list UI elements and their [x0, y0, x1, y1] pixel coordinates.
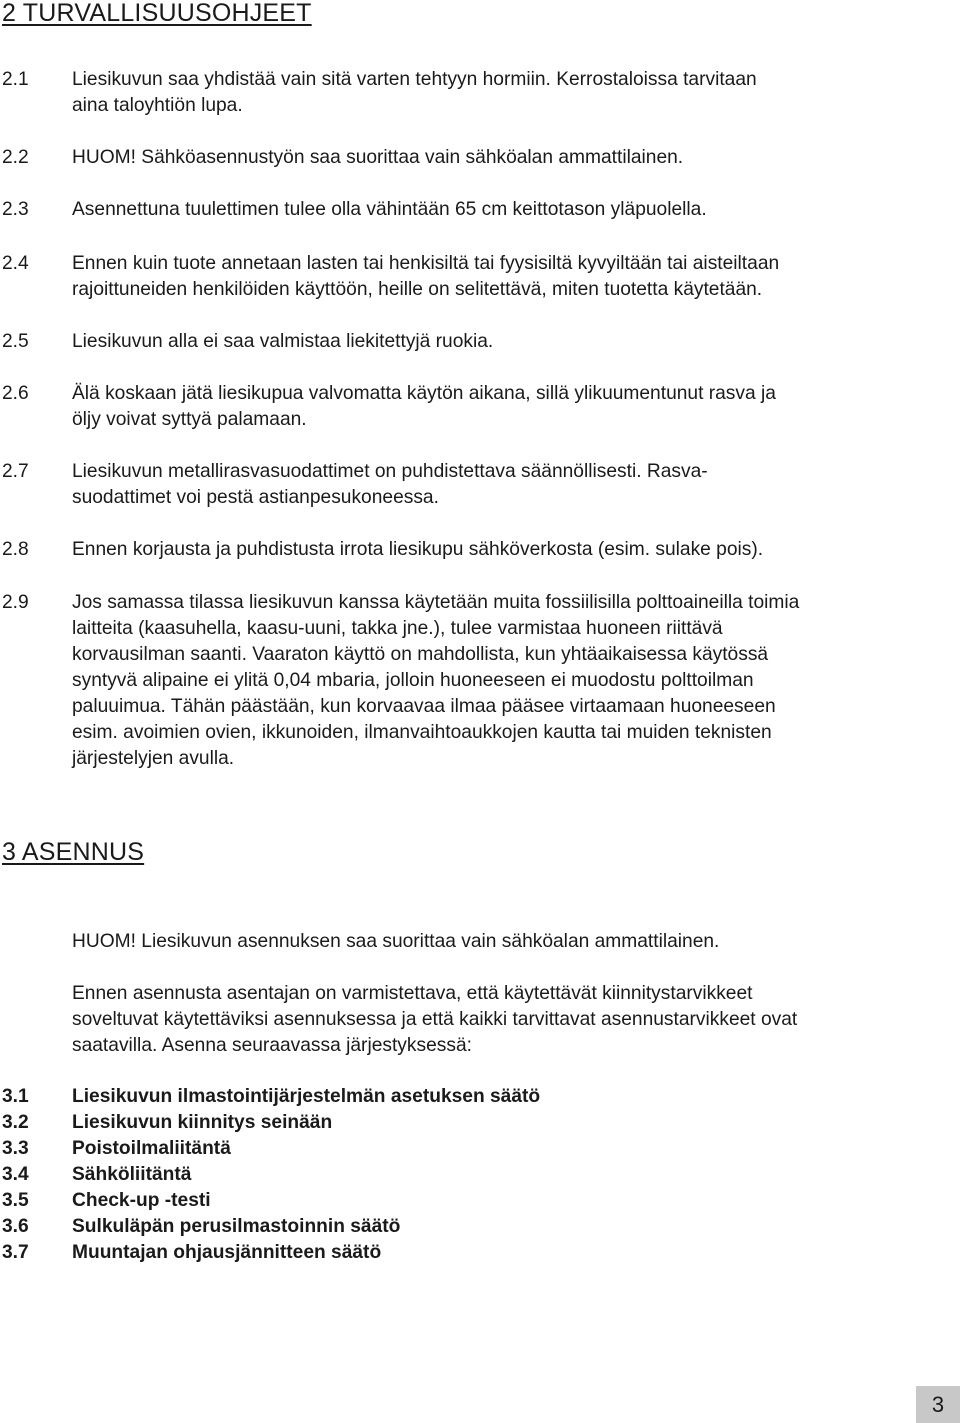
installation-step	[0, 1084, 960, 1110]
installation-step	[0, 1136, 960, 1162]
step-text: Sähköliitäntä	[72, 1164, 192, 1185]
installation-step	[0, 1214, 960, 1240]
item-text: Ennen korjausta ja puhdistusta irrota liesikupu sähköverkosta (esim. sulake pois).	[72, 539, 764, 560]
step-number: 3.1	[2, 1086, 29, 1107]
step-number: 3.6	[2, 1216, 29, 1237]
item-text: Jos samassa tilassa liesikuvun kanssa käytetään muita fossiilisilla polttoaineilla toimia laitteita (kaasuhella, kaasu-uuni, takka jne.), tulee varmistaa huoneen riittävä korvausilman saanti. Vaaraton käyttö on mahdollista, kun yhtäaikaisessa käytössä syntyvä alipaine ei ylitä 0,04 mbaria, jolloin huoneeseen ei muodostu polttoilman paluuimua. Tähän päästään, kun korvaavaa ilmaa pääsee virtaamaan huoneeseen esim. avoimien ovien, ikkunoiden, ilmanvaihtoaukkojen kautta tai muiden teknisten järjestelyjen avulla.	[72, 592, 800, 769]
installation-step	[0, 1110, 960, 1136]
item-number: 2.3	[2, 199, 29, 220]
installation-steps-list	[0, 1084, 960, 1266]
item-number: 2.5	[2, 331, 29, 352]
installation-intro: Ennen asennusta asentajan on varmistettava, että käytettävät kiinnitystarvikkeet soveltuvat käytettäviksi asennuksessa ja että kaikki tarvittavat asennustarvikkeet ovat saatavilla. Asenna seuraavassa järjestyksessä:	[72, 983, 798, 1056]
step-number: 3.7	[2, 1242, 29, 1263]
item-number: 2.9	[2, 592, 29, 613]
installation-step	[0, 1188, 960, 1214]
item-text: Liesikuvun alla ei saa valmistaa liekitettyjä ruokia.	[72, 331, 494, 352]
item-number: 2.2	[2, 147, 29, 168]
step-text: Liesikuvun ilmastointijärjestelmän asetuksen säätö	[72, 1086, 541, 1107]
section-3-heading: 3 ASENNUS	[2, 838, 145, 866]
item-text: Älä koskaan jätä liesikupua valvomatta käytön aikana, sillä ylikuumentunut rasva ja öljy voivat syttyä palamaan.	[72, 383, 776, 430]
item-text: Ennen kuin tuote annetaan lasten tai henkisiltä tai fyysisiltä kyvyiltään tai aisteiltaan rajoittuneiden henkilöiden käyttöön, heille on selitettävä, miten tuotetta käytetään.	[72, 253, 780, 300]
step-text: Check-up -testi	[72, 1190, 211, 1211]
item-number: 2.7	[2, 461, 29, 482]
item-text: Liesikuvun saa yhdistää vain sitä varten tehtyyn hormiin. Kerrostaloissa tarvitaan aina taloyhtiön lupa.	[72, 69, 757, 116]
step-text: Poistoilmaliitäntä	[72, 1138, 231, 1159]
step-number: 3.4	[2, 1164, 29, 1185]
section-2-heading: 2 TURVALLISUUSOHJEET	[2, 0, 312, 27]
installation-step	[0, 1240, 960, 1266]
step-number: 3.3	[2, 1138, 29, 1159]
item-text: Liesikuvun metallirasvasuodattimet on puhdistettava säännöllisesti. Rasva- suodattimet voi pestä astianpesukoneessa.	[72, 461, 708, 508]
installation-note: HUOM! Liesikuvun asennuksen saa suorittaa vain sähköalan ammattilainen.	[72, 931, 720, 952]
step-number: 3.2	[2, 1112, 29, 1133]
step-text: Liesikuvun kiinnitys seinään	[72, 1112, 333, 1133]
step-text: Sulkuläpän perusilmastoinnin säätö	[72, 1216, 401, 1237]
step-number: 3.5	[2, 1190, 29, 1211]
item-text: HUOM! Sähköasennustyön saa suorittaa vain sähköalan ammattilainen.	[72, 147, 684, 168]
page-number: 3	[916, 1386, 960, 1423]
item-number: 2.4	[2, 253, 29, 274]
step-text: Muuntajan ohjausjännitteen säätö	[72, 1242, 382, 1263]
item-number: 2.8	[2, 539, 29, 560]
item-text: Asennettuna tuulettimen tulee olla vähintään 65 cm keittotason yläpuolella.	[72, 199, 707, 220]
item-number: 2.1	[2, 69, 29, 90]
installation-step	[0, 1162, 960, 1188]
item-number: 2.6	[2, 383, 29, 404]
